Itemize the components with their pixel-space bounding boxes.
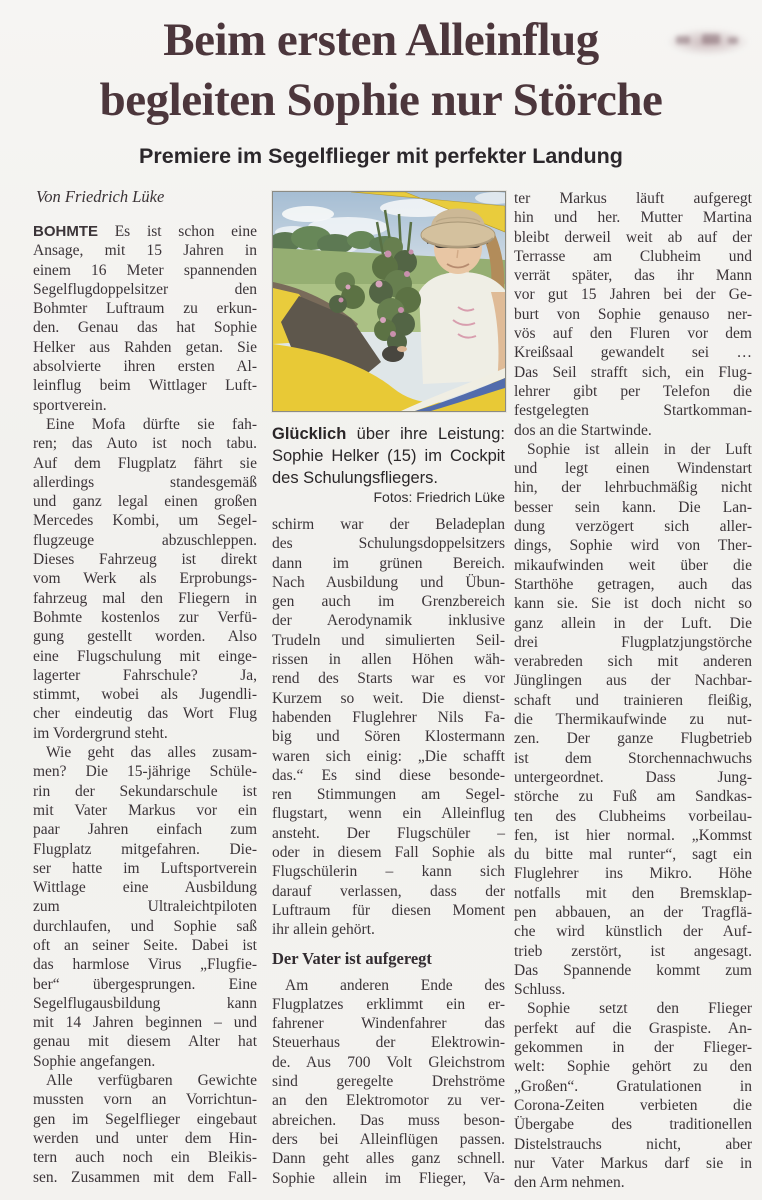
article-line: rin der Sekundarschule ist <box>33 782 257 800</box>
photo-caption <box>272 423 505 489</box>
article-line: das harmlose Virus „Flugfie- <box>33 956 257 974</box>
article-line: Sophie allein im Flieger, Va- <box>272 1169 505 1187</box>
article-line: das.“ Es sind diese besonde- <box>272 766 505 784</box>
article-line: des Schulungsfliegers. <box>272 469 439 487</box>
article-line: mit 14 Jahren beginnen – und <box>33 1014 257 1032</box>
article-line: cher eindeutig das Wort Flug <box>33 705 257 723</box>
article-line: Das Spannende kommt zum <box>514 961 752 979</box>
article-line: Eine Mofa dürfte sie fah- <box>46 415 257 433</box>
article-line: verrät später, das ihr Mann <box>514 267 752 285</box>
article-column-3 <box>514 189 752 1192</box>
article-line: de. Aus 700 Volt Gleichstrom <box>272 1053 505 1071</box>
article-line: perfekt auf die Graspiste. An- <box>514 1019 752 1037</box>
article-line: Wie geht das alles zusam- <box>46 744 257 762</box>
article-line: ten des Clubheims vorbeilau- <box>514 807 752 825</box>
article-line: ren; das Auto ist noch tabu. <box>33 435 257 453</box>
headline-line-2: begleiten Sophie nur Störche <box>99 74 663 126</box>
article-line: Nach Ausbildung und Übun- <box>272 573 505 591</box>
article-line: fahrener Windenfahrer das <box>272 1015 505 1033</box>
article-line: Am anderen Ende des <box>285 976 505 994</box>
article-line: und ganz legal einen großen <box>33 493 257 511</box>
article-line: vor gut 15 Jahren bei der Ge- <box>514 286 752 304</box>
article-line: tern auch noch ein Bleikis- <box>33 1149 257 1167</box>
article-line: die Thermikaufwinde zu nut- <box>514 711 752 729</box>
article-line: bleibt derweil weit ab auf der <box>514 228 752 246</box>
article-line: che wird künstlich der Auf- <box>514 923 752 941</box>
photo-glider-cockpit <box>272 191 506 412</box>
article-line: waren sich einig: „Die schafft <box>272 747 505 765</box>
photo-credit: Fotos: Friedrich Lüke <box>373 489 505 505</box>
article-line: werden und unter dem Hin- <box>33 1129 257 1147</box>
article-line: Schluss. <box>514 981 566 999</box>
article-line: „Großen“. Gratulationen in <box>514 1077 752 1095</box>
article-line: du bitte mal runter“, sagt ein <box>514 846 752 864</box>
article-line: Sophie Helker (15) im Cockpit <box>272 447 505 465</box>
article-line: ter Markus läuft aufgeregt <box>514 190 752 207</box>
article-line: und legt einen Windenstart <box>514 460 752 478</box>
article-line: sen. Zusammen mit dem Fall- <box>33 1168 257 1186</box>
article-line: men? Die 15-jährige Schüle- <box>33 763 257 781</box>
article-line: welt: Sophie gehört zu den <box>514 1058 752 1076</box>
article-line: Bohmte kostenlos zur Verfü- <box>33 608 257 626</box>
article-line: dings, Sophie wird von Ther- <box>514 537 752 555</box>
article-line: gekommen in der Flieger- <box>514 1039 752 1057</box>
article-column-2 <box>272 515 505 1188</box>
article-line: schirm war der Beladeplan <box>272 516 505 533</box>
article-line: sportverein. <box>33 396 107 414</box>
article-line: rissen in allen Höhen wäh- <box>272 651 505 669</box>
headline-line-1: Beim ersten Alleinflug <box>163 14 599 66</box>
article-line: Sophie angefangen. <box>33 1052 156 1070</box>
article-line: Ansage, mit 15 Jahren in <box>33 242 257 260</box>
article-line: paar Jahren einfach zum <box>33 821 257 839</box>
article-line: Steuerhaus der Elektrowin- <box>272 1034 505 1052</box>
article-line: ser hatte im Luftsportverein <box>33 859 257 877</box>
article-line: zen. Der ganze Flugbetrieb <box>514 730 752 748</box>
article-line: Fluglehrer ins Mikro. Höhe <box>514 865 752 883</box>
lead-word: BOHMTE <box>33 223 98 240</box>
article-line: Jünglingen aus der Nachbar- <box>514 672 752 690</box>
article-line: Sophie ist allein in der Luft <box>527 440 752 458</box>
article-line: Starthöhe getragen, auch das <box>514 575 752 593</box>
article-line: habenden Fluglehrer Nils Fa- <box>272 708 505 726</box>
headline <box>0 10 762 130</box>
article-line: Flugplatzes erklimmt ein er- <box>272 995 505 1013</box>
article-line: ber“ übergesprungen. Eine <box>33 975 257 993</box>
article-line: eine Flugschulung mit einge- <box>33 647 257 665</box>
article-line: darauf verlassen, dass der <box>272 882 505 900</box>
article-line: ansteht. Der Flugschüler – <box>272 824 505 842</box>
article-line: lehrer gibt per Telefon die <box>514 382 752 400</box>
article-line: Luftraum für diesen Moment <box>272 901 505 919</box>
article-line: fen, ist hier normal. „Kommst <box>514 826 752 844</box>
article-line: Auf dem Flugplatz fährt sie <box>33 454 257 472</box>
article-line: notfalls mit den Bremsklap- <box>514 884 752 902</box>
article-line: ders bei Alleinflügen passen. <box>272 1130 505 1148</box>
article-line: allerdings standesgemäß <box>33 473 257 491</box>
article-line: dann im grünen Bereich. <box>272 554 505 572</box>
article-line: Wittlage eine Ausbildung <box>33 879 257 897</box>
article-line: nur Vater Markus darf sie in <box>514 1154 752 1172</box>
article-line: der Aerodynamik inklusive <box>272 612 505 630</box>
article-line: absolvierte ihren ersten Al- <box>33 358 257 376</box>
article-line: vös auf den Fluren vor dem <box>514 325 752 343</box>
article-line: Mercedes Kombi, um Segel- <box>33 512 257 530</box>
lead-word: Glücklich <box>272 425 347 443</box>
article-line: stimmt, wobei als Jugendli- <box>33 686 257 704</box>
article-line: verabreden sich mit anderen <box>514 653 752 671</box>
article-line: Glücklich über ihre Leistung: <box>272 425 505 443</box>
article-line: den. Genau das hat Sophie <box>33 319 257 337</box>
article-line: schaft und trainieren fleißig, <box>514 691 752 709</box>
article-line: flugzeuge abzuschleppen. <box>33 531 257 549</box>
article-line: lagerter Fahrschule? Ja, <box>33 666 257 684</box>
article-line: Segelflugdoppelsitzer den <box>33 280 257 298</box>
article-line: Sophie setzt den Flieger <box>527 1000 752 1018</box>
article-line: Kurzem so weit. Die dienst- <box>272 689 505 707</box>
article-line: BOHMTE Es ist schon eine <box>33 223 257 240</box>
article-line: des Schulungsdoppelsitzers <box>272 535 505 553</box>
article-line: Distelstrauchs nicht, aber <box>514 1135 752 1153</box>
article-line: festgelegten Startkomman- <box>514 402 752 420</box>
article-line: gung gestellt worden. Also <box>33 628 257 646</box>
article-line: oft an seiner Seite. Dabei ist <box>33 936 257 954</box>
subheadline: Premiere im Segelflieger mit perfekter Landung <box>139 144 623 168</box>
article-line: untergeordnet. Dass Jung- <box>514 768 752 786</box>
article-line: rend des Starts war es vor <box>272 670 505 688</box>
article-line: flugstart, wenn ein Alleinflug <box>272 805 505 823</box>
article-line: Flugschülerin – kann sich <box>272 863 505 881</box>
article-line: trieb zerstört, ist angesagt. <box>514 942 752 960</box>
article-line: ihr allein gehört. <box>272 921 375 939</box>
article-line: dung verzögert sich aller- <box>514 518 752 536</box>
article-line: Terrasse am Clubheim und <box>514 247 752 265</box>
section-subhead: Der Vater ist aufgeregt <box>272 948 432 968</box>
article-line: mit Vater Markus vor ein <box>33 801 257 819</box>
article-column-1 <box>33 222 257 1187</box>
article-line: störche zu Fuß am Sandkas- <box>514 788 752 806</box>
byline: Von Friedrich Lüke <box>36 187 165 206</box>
article-line: dos an die Startwinde. <box>514 421 652 439</box>
article-line: vom Werk als Erprobungs- <box>33 570 257 588</box>
article-line: im Vordergrund steht. <box>33 724 168 742</box>
article-line: ist dem Storchennachwuchs <box>514 749 752 767</box>
article-line: Das Seil strafft sich, ein Flug- <box>514 363 752 381</box>
article-line: big und Sören Klostermann <box>272 728 505 746</box>
article-line: sind geregelte Drehströme <box>272 1073 505 1091</box>
article-line: besser sein kann. Die Lan- <box>514 498 752 516</box>
article-line: durchlaufen, und Sophie saß <box>33 917 257 935</box>
article-line: mussten vorn an Vorrichtun- <box>33 1091 257 1109</box>
article-line: hin, der lehrbuchmäßig nicht <box>514 479 752 497</box>
article-line: hin und her. Mutter Martina <box>514 209 752 227</box>
article-line: Trudeln und simulierten Seil- <box>272 631 505 649</box>
article-line: Kreißsaal gewandelt sei … <box>514 344 752 362</box>
photo-illustration <box>273 192 505 411</box>
article-line: Bohmter Luftraum zu erkun- <box>33 300 257 318</box>
article-line: leinflug beim Wittlager Luft- <box>33 377 257 395</box>
article-line: pen abbauen, an der Tragflä- <box>514 903 752 921</box>
article-line: kann sie. Sie ist doch nicht so <box>514 595 752 613</box>
article-line: zum Ultraleichtpiloten <box>33 898 257 916</box>
article-line: Übergabe des traditionellen <box>514 1116 752 1134</box>
article-line: gen auch im Grenzbereich <box>272 593 505 611</box>
article-line: abreichen. Das muss beson- <box>272 1111 505 1129</box>
article-line: fahrzeug mal den Fliegern in <box>33 589 257 607</box>
article-line: Corona-Zeiten verbieten die <box>514 1096 752 1114</box>
article-line: Segelflugausbildung kann <box>33 994 257 1012</box>
article-line: genau mit diesem Alter hat <box>33 1033 257 1051</box>
article-line: ren Stimmungen am Segel- <box>272 786 505 804</box>
article-line: ganz allein in der Luft. Die <box>514 614 752 632</box>
article-line: gen im Segelflieger eingebaut <box>33 1110 257 1128</box>
article-line: burt von Sophie genauso ner- <box>514 305 752 323</box>
article-line: mikaufwinden weit über die <box>514 556 752 574</box>
article-line: Alle verfügbaren Gewichte <box>46 1072 257 1090</box>
article-line: drei Flugplatzjungstörche <box>514 633 752 651</box>
article-line: Dann geht alles ganz schnell. <box>272 1150 505 1168</box>
article-line: Flugplatz mitgefahren. Die- <box>33 840 257 858</box>
article-line: den Arm nehmen. <box>514 1174 625 1192</box>
article-line: Dieses Fahrzeug ist direkt <box>33 551 257 569</box>
article-line: oder in diesem Fall Sophie als <box>272 844 505 862</box>
article-line: Helker aus Rahden getan. Sie <box>33 338 257 356</box>
article-line: an den Elektromotor zu ver- <box>272 1092 505 1110</box>
article-line: einem 16 Meter spannenden <box>33 261 257 279</box>
